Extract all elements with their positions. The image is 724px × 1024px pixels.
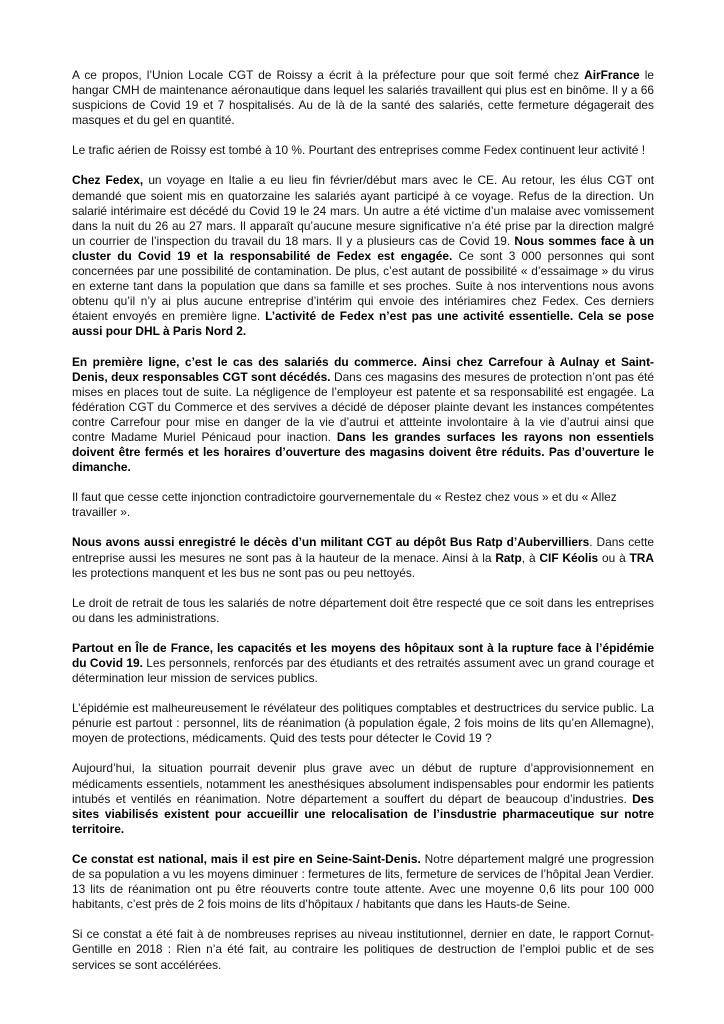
body-paragraph: [72, 852, 654, 912]
body-paragraph: [72, 701, 654, 746]
text-run: . Dans cette entreprise aussi les mesures ne sont pas à la hauteur de la menace. Ainsi à la: [72, 535, 654, 565]
text-run: Les personnels, renforcés par des étudiants et des retraités assument avec un grand courage et détermination leur mission de services publics.: [72, 656, 654, 686]
text-run: ou à: [598, 550, 630, 565]
body-paragraph: [72, 927, 654, 972]
bold-text-run: Nous avons aussi enregistré le décès d’un militant CGT au dépôt Bus Ratp d’Aubervilliers: [72, 535, 590, 550]
text-run: les protections manquent et les bus ne sont pas ou peu nettoyés.: [72, 565, 416, 580]
body-paragraph: [72, 355, 654, 476]
body-paragraph: [72, 596, 654, 626]
bold-text-run: Ratp: [495, 550, 522, 565]
bold-text-run: TRA: [629, 550, 654, 565]
text-run: Dans ces magasins des mesures de protection n’ont pas été mises en places tout de suite. La négligence de l’employeur est patente et sa responsabilité est engagée. La fédération CGT du Commerce et des servives a décidé de déposer plainte devant les instances compétentes contre Carrefour pour mise en danger de la vie d’autrui et attteinte involontaire à la vie d’autrui ainsi que contre Madame Muriel Pénicaud pour inaction.: [72, 369, 654, 444]
text-run: Si ce constat a été fait à de nombreuses reprises au niveau institutionnel, dernier en date, le rapport Cornut-Gentille en 2018 : Rien n’a été fait, au contraire les politiques de destruction de l’emploi public et de ses services se sont accélérées.: [72, 927, 654, 972]
body-paragraph: [72, 535, 654, 580]
text-run: Notre département malgré une progression de sa population a vu les moyens diminuer : fermetures de lits, fermeture de services de l’hôpital Jean Verdier. 13 lits de réanimation ont pu être réouverts contre toute attente. Avec une moyenne 0,6 lits pour 100 000 habitants, c’est près de 2 fois moins de lits d’hôpitaux / habitants que dans les Hauts-de Seine.: [72, 851, 655, 912]
text-run: Le droit de retrait de tous les salariés de notre département doit être respecté que ce soit dans les entreprises ou dans les administrations.: [72, 595, 654, 625]
bold-text-run: Partout en Île de France, les capacités et les moyens des hôpitaux sont à la rupture face à l’épidémie du Covid 19.: [72, 640, 654, 670]
bold-text-run: En première ligne, c’est le cas des salariés du commerce. Ainsi chez Carrefour à Aulnay et Saint-Denis, deux responsables CGT sont décédés.: [72, 354, 654, 384]
text-run: A ce propos, l’Union Locale CGT de Roissy a écrit à la préfecture pour que soit fermé chez: [72, 68, 585, 82]
bold-text-run: Nous sommes face à un cluster du Covid 19 et la responsabilité de Fedex est engagée.: [72, 233, 654, 263]
bold-text-run: Ce constat est national, mais il est pire en Seine-Saint-Denis.: [72, 851, 421, 866]
body-paragraph: [72, 68, 654, 128]
bold-text-run: AirFrance: [584, 68, 640, 82]
body-paragraph: [72, 143, 654, 158]
bold-text-run: CIF Kéolis: [539, 550, 599, 565]
text-run: le hangar CMH de maintenance aéronautique dans lequel les salariés travaillent qui plus est en binôme. Il y a 66 suspicions de Covid 19 et 7 hospitalisés. Au de là de la santé des salariés, cette fermeture dégagerait des masques et du gel en quantité.: [72, 68, 654, 128]
body-paragraph: [72, 761, 654, 836]
bold-text-run: Dans les grandes surfaces les rayons non essentiels doivent être fermés et les horaires d’ouverture des magasins doivent être réduits. Pas d’ouverture le dimanche.: [72, 429, 654, 475]
body-paragraph: [72, 641, 654, 686]
text-run: , à: [521, 550, 540, 565]
body-paragraph: [72, 173, 654, 339]
bold-text-run: Des sites viabilisés existent pour accueillir une relocalisation de l’insdustrie pharmaceutique sur notre territoire.: [72, 791, 654, 836]
text-run: un voyage en Italie a eu lieu fin février/début mars avec le CE. Au retour, les élus CGT ont demandé que soient mis en quatorzaine les salariés ayant participé à ce voyage. Refus de la direction. Un salarié intérimaire est décédé du Covid 19 le 24 mars. Un autre a été victime d’un malaise avec vomissement dans la nuit du 26 au 27 mars. Il apparaît qu’aucune mesure significative n’a été prise par la direction malgré un courrier de l’inspection du travail du 18 mars. Il y a plusieurs cas de Covid 19.: [72, 173, 654, 248]
bold-text-run: Chez Fedex,: [72, 173, 144, 188]
text-run: Aujourd’hui, la situation pourrait devenir plus grave avec un début de rupture d’approvisionnement en médicaments essentiels, notamment les anesthésiques absolument indispensables pour endormir les patients intubés et ventilés en réanimation. Notre département a souffert du départ de beaucoup d’industries.: [72, 761, 654, 806]
bold-text-run: L’activité de Fedex n’est pas une activité essentielle. Cela se pose aussi pour DHL à Paris Nord 2.: [72, 309, 654, 339]
text-run: Il faut que cesse cette injonction contradictoire gourvernementale du « Restez chez vous » et du « Allez travailler ».: [72, 490, 617, 520]
text-run: Le trafic aérien de Roissy est tombé à 10 %. Pourtant des entreprises comme Fedex continuent leur activité !: [72, 143, 646, 158]
text-run: Ce sont 3 000 personnes qui sont concernées par une possibilité de contamination. De plus, c’est autant de possibilité « d’essaimage » du virus en externe tant dans la population que dans sa famille et ses proches. Suite à nos interventions nous avons obtenu qu’il n’y ai plus aucune entreprise d’intérim qui envoie des intériamires chez Fedex. Ces derniers étaient envoyés en première ligne.: [72, 248, 655, 324]
body-paragraph: [72, 490, 654, 520]
text-run: L’épidémie est malheureusement le révélateur des politiques comptables et destructrices du service public. La pénurie est partout : personnel, lits de réanimation (à population égale, 2 fois moins de lits qu’en Allemagne), moyen de protections, médicaments. Quid des tests pour détecter le Covid 19 ?: [72, 701, 654, 746]
